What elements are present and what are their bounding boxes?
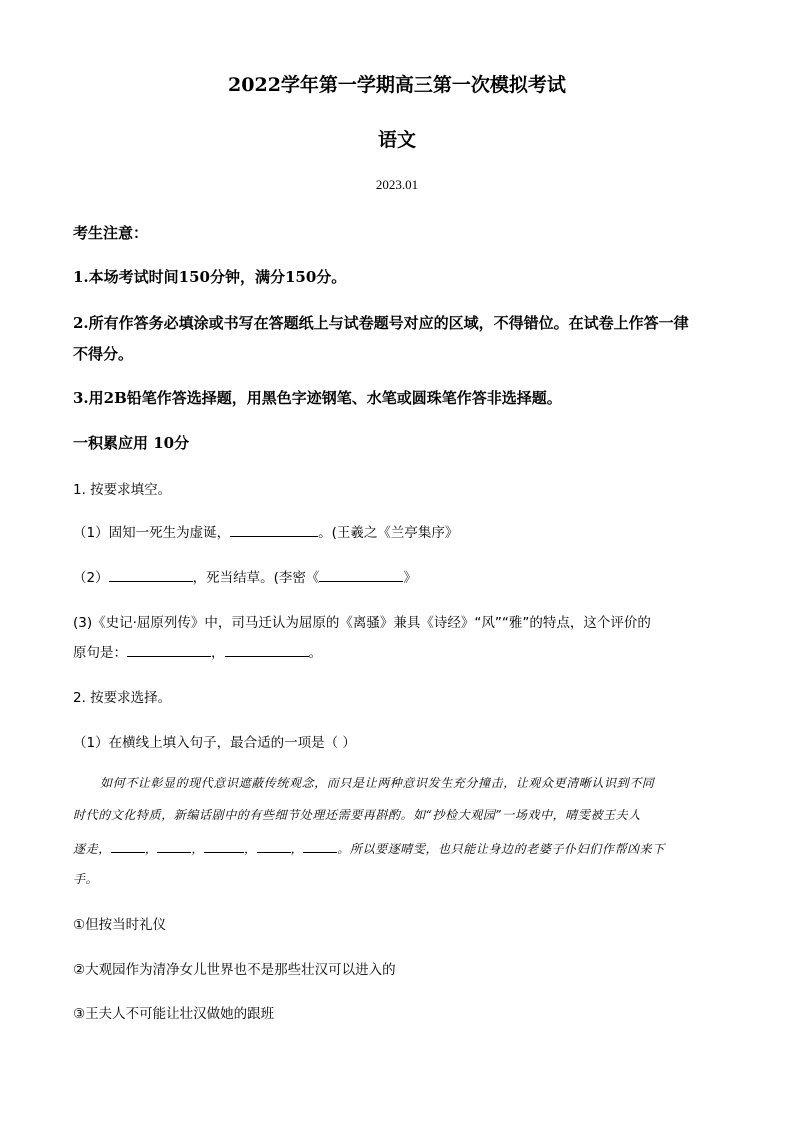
notice-heading: 考生注意： [73,224,149,242]
section-heading: 一积累应用 10分 [73,434,190,452]
option-2: ②大观园作为清净女儿世界也不是那些壮汉可以进入的 [73,962,396,978]
answer-blank[interactable] [319,567,403,582]
q1-p2-text-a: （2） [73,570,109,586]
notice-item-2-line-2: 不得分。 [73,345,134,363]
answer-blank[interactable] [225,642,309,657]
notice-item-3: 3.用2B铅笔作答选择题，用黑色字迹钢笔、水笔或圆珠笔作答非选择题。 [73,389,562,407]
question-1-part-3-line-2 [73,641,322,661]
question-1-title: 1. 按要求填空。 [73,482,172,498]
q1-p3-text-a: 原句是： [73,645,127,661]
passage-blank[interactable] [111,838,145,853]
passage-separator: ， [144,842,158,856]
passage-line-3-start: 逐走， [73,842,111,856]
q1-p3-text-b: ， [211,645,225,661]
answer-blank[interactable] [230,522,318,537]
passage-blank[interactable] [257,838,291,853]
passage-blank[interactable] [204,838,244,853]
notice-item-2-line-1: 2.所有作答务必填涂或书写在答题纸上与试卷题号对应的区域，不得错位。在试卷上作答一律 [73,314,689,332]
question-1-part-1 [73,521,458,541]
answer-blank[interactable] [127,642,211,657]
question-2-sub-1: （1）在横线上填入句子，最合适的一项是（ ） [73,735,356,751]
answer-blank[interactable] [109,567,193,582]
question-1-part-2 [73,566,417,586]
passage-line-1: 如何不让彰显的现代意识遮蔽传统观念，而只是让两种意识发生充分撞击，让观众更清晰认识到不同 [100,776,655,790]
passage-line-3-end: 。所以要逐晴雯，也只能让身边的老婆子仆妇们作帮凶来下 [337,842,665,856]
passage-line-2: 时代的文化特质，新编话剧中的有些细节处理还需要再斟酌。如“抄检大观园”一场戏中，晴雯被王夫人 [73,808,641,822]
passage-separator: ， [191,842,205,856]
q1-p2-text-b: ，死当结草。(李密《 [192,570,320,586]
passage-separator: ， [244,842,257,856]
question-2-title: 2. 按要求选择。 [73,690,172,706]
passage-blank[interactable] [303,838,337,853]
subject-title: 语文 [377,129,416,151]
exam-title: 2022学年第一学期高三第一次模拟考试 [228,74,566,96]
passage-line-4: 手。 [73,872,99,886]
passage-blank[interactable] [157,838,191,853]
option-3: ③王夫人不可能让壮汉做她的跟班 [73,1006,275,1022]
question-1-part-3-line-1: (3)《史记·屈原列传》中，司马迁认为屈原的《离骚》兼具《诗经》“风”“雅”的特点，这个评价的 [73,615,651,631]
option-1: ①但按当时礼仪 [73,917,167,933]
exam-date: 2023.01 [375,177,419,192]
q1-p1-text-b: 。(王羲之《兰亭集序》 [318,525,459,541]
q1-p3-text-c: 。 [308,645,322,661]
q1-p2-text-c: 》 [403,570,417,586]
passage-line-3 [73,838,665,857]
notice-item-1: 1.本场考试时间150分钟，满分150分。 [73,268,347,286]
q1-p1-text-a: （1）固知一死生为虚诞， [73,525,231,541]
passage-separator: ， [290,842,304,856]
